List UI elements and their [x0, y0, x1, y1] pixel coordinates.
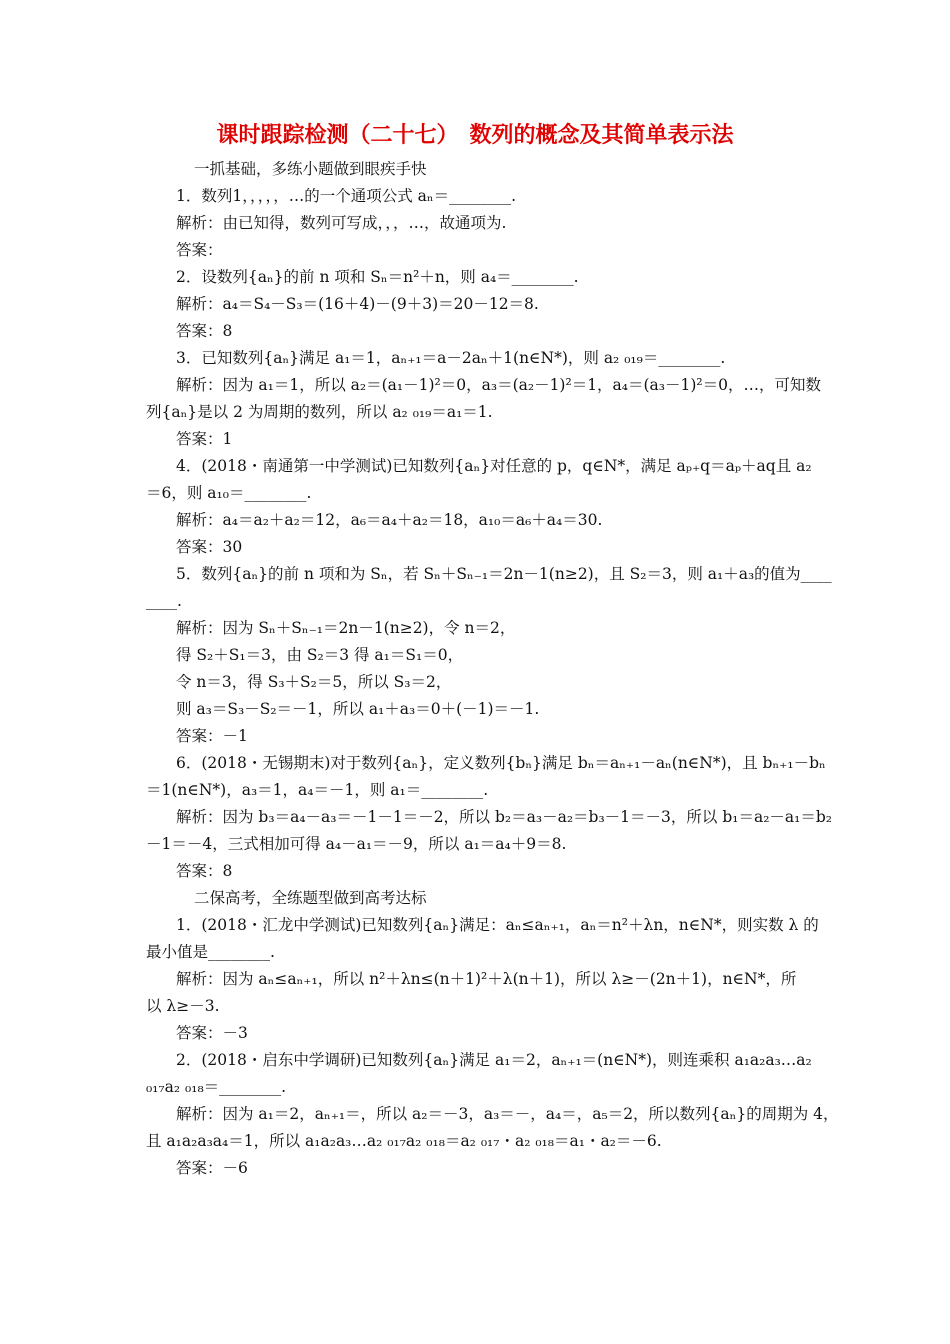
text-line: 答案： — [176, 241, 223, 259]
text-line: 解析：a₄＝a₂＋a₂＝12，a₆＝a₄＋a₂＝18，a₁₀＝a₆＋a₄＝30. — [176, 511, 603, 529]
text-line: 令 n＝3，得 S₃＋S₂＝5，所以 S₃＝2， — [176, 673, 452, 691]
text-line: ____. — [146, 592, 182, 610]
text-line: 2．(2018・启东中学调研)已知数列{aₙ}满足 a₁＝2，aₙ₊₁＝(n∈N*)，则连乘积 a₁a₂a₃…a₂ — [176, 1051, 812, 1069]
text-line: 解析：因为 a₁＝1，所以 a₂＝(a₁－1)²＝0，a₃＝(a₂－1)²＝1，a₄＝(a₃－1)²＝0，…，可知数 — [176, 376, 821, 394]
text-line: ＝1(n∈N*)，a₃＝1，a₄＝－1，则 a₁＝________. — [146, 781, 489, 799]
text-line: 得 S₂＋S₁＝3，由 S₂＝3 得 a₁＝S₁＝0， — [176, 646, 464, 664]
text-line: 6．(2018・无锡期末)对于数列{aₙ}，定义数列{bₙ}满足 bₙ＝aₙ₊₁－aₙ(n∈N*)，且 bₙ₊₁－bₙ — [176, 754, 826, 772]
text-line: 解析：由已知得，数列可写成，，，…，故通项为. — [176, 214, 507, 232]
text-line: 答案：1 — [176, 430, 233, 448]
text-line: 解析：a₄＝S₄－S₃＝(16＋4)－(9＋3)＝20－12＝8. — [176, 295, 539, 313]
text-line: 答案：－1 — [176, 727, 248, 745]
text-line: 解析：因为 a₁＝2，aₙ₊₁＝，所以 a₂＝－3，a₃＝－，a₄＝，a₅＝2，所以数列{aₙ}的周期为 4， — [176, 1105, 839, 1123]
text-line: －1＝－4，三式相加可得 a₄－a₁＝－9，所以 a₁＝a₄＋9＝8. — [146, 835, 567, 853]
page-title: 课时跟踪检测（二十七） 数列的概念及其简单表示法 — [216, 122, 734, 148]
text-line: 则 a₃＝S₃－S₂＝－1，所以 a₁＋a₃＝0＋(－1)＝－1. — [176, 700, 540, 718]
text-line: 答案：8 — [176, 322, 233, 340]
text-line: ₀₁₇a₂ ₀₁₈＝________. — [146, 1078, 287, 1096]
text-line: 且 a₁a₂a₃a₄＝1，所以 a₁a₂a₃…a₂ ₀₁₇a₂ ₀₁₈＝a₂ ₀₁₇・a₂ ₀₁₈＝a₁・a₂＝－6. — [146, 1132, 662, 1150]
text-line: 答案：－3 — [176, 1024, 248, 1042]
text-line: 答案：8 — [176, 862, 233, 880]
text-line: 最小值是________. — [146, 943, 275, 961]
text-line: 解析：因为 b₃＝a₄－a₃＝－1－1＝－2，所以 b₂＝a₃－a₂＝b₃－1＝－3，所以 b₁＝a₂－a₁＝b₂ — [176, 808, 832, 826]
text-line: 2．设数列{aₙ}的前 n 项和 Sₙ＝n²＋n，则 a₄＝________. — [176, 268, 579, 286]
text-line: 5．数列{aₙ}的前 n 项和为 Sₙ，若 Sₙ＋Sₙ₋₁＝2n－1(n≥2)，且 S₂＝3，则 a₁＋a₃的值为____ — [176, 565, 832, 583]
text-line: 答案：－6 — [176, 1159, 248, 1177]
text-line: 列{aₙ}是以 2 为周期的数列，所以 a₂ ₀₁₉＝a₁＝1. — [146, 403, 493, 421]
text-line: 解析：因为 Sₙ＋Sₙ₋₁＝2n－1(n≥2)，令 n＝2， — [176, 619, 516, 637]
text-line: 3．已知数列{aₙ}满足 a₁＝1，aₙ₊₁＝a－2aₙ＋1(n∈N*)，则 a₂ ₀₁₉＝________. — [176, 349, 726, 367]
text-line: ＝6，则 a₁₀＝________. — [146, 484, 312, 502]
text-line: 一抓基础，多练小题做到眼疾手快 — [194, 160, 427, 178]
text-line: 4．(2018・南通第一中学测试)已知数列{aₙ}对任意的 p，q∈N*，满足 aₚ₊q＝aₚ＋aq且 a₂ — [176, 457, 812, 475]
text-line: 1．(2018・汇龙中学测试)已知数列{aₙ}满足：aₙ≤aₙ₊₁，aₙ＝n²＋λn，n∈N*，则实数 λ 的 — [176, 916, 819, 934]
text-line: 以 λ≥－3. — [146, 997, 220, 1015]
text-line: 1．数列1，，，，，…的一个通项公式 aₙ＝________. — [176, 187, 517, 205]
text-line: 答案：30 — [176, 538, 243, 556]
text-line: 解析：因为 aₙ≤aₙ₊₁，所以 n²＋λn≤(n＋1)²＋λ(n＋1)，所以 λ≥－(2n＋1)，n∈N*，所 — [176, 970, 797, 988]
text-line: 二保高考，全练题型做到高考达标 — [194, 889, 427, 907]
